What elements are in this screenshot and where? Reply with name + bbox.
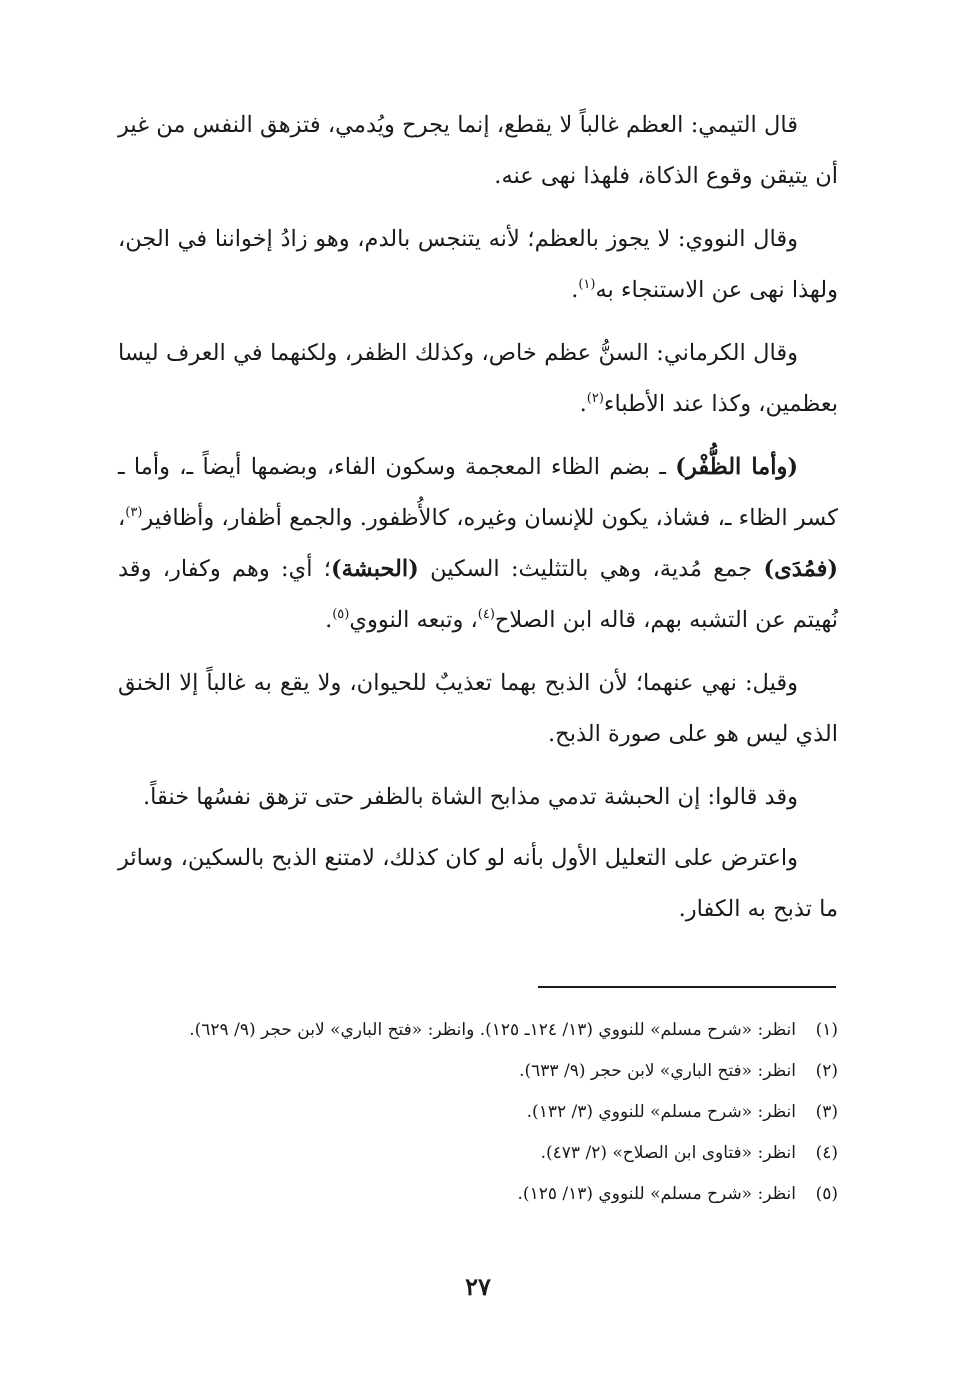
paragraph-text: واعترض على التعليل الأول بأنه لو كان كذلك، لامتنع الذبح بالسكين، وسائر ما تذبح به الكفار.: [118, 845, 838, 922]
bold-term: (وأما الظُّفْر): [675, 454, 798, 480]
paragraph-end: .: [579, 391, 587, 417]
footnotes: [118, 1010, 838, 1215]
footnote-ref[interactable]: (٢): [586, 391, 604, 406]
footnote-item: [118, 1092, 838, 1133]
footnote-number: (١): [815, 1020, 838, 1040]
footnote-text: انظر: «شرح مسلم» للنووي (٣/ ١٣٢).: [526, 1102, 796, 1122]
footnote-text: انظر: «شرح مسلم» للنووي (١٣/ ١٢٤ـ ١٢٥). وانظر: «فتح الباري» لابن حجر (٩/ ٦٢٩).: [189, 1020, 796, 1040]
footnote-ref[interactable]: (٥): [332, 607, 350, 622]
bold-term: (الحبشة): [330, 556, 419, 582]
main-text: [118, 100, 838, 947]
footnote-ref[interactable]: (٣): [125, 505, 143, 520]
footnote-number: (٤): [815, 1143, 838, 1163]
footnote-item: [118, 1133, 838, 1174]
paragraph-text: جمع مُدية، وهي بالتثليث: السكين: [418, 556, 764, 582]
paragraph-end: .: [325, 607, 333, 633]
paragraph-end: .: [571, 277, 579, 303]
footnote-ref[interactable]: (١): [578, 277, 596, 292]
paragraph-text: ،: [118, 505, 126, 531]
footnote-number: (٣): [815, 1102, 838, 1122]
paragraph-qad-qalu: [118, 772, 838, 823]
footnote-text: انظر: «فتاوى ابن الصلاح» (٢/ ٤٧٣).: [540, 1143, 796, 1163]
paragraph-text: وقال النووي: لا يجوز بالعظم؛ لأنه يتنجس بالدم، وهو زادُ إخواننا في الجن، ولهذا نهى عن الاستنجاء به: [118, 226, 838, 303]
paragraph-text: وقال الكرماني: السنُّ عظم خاص، وكذلك الظفر، ولكنهما في العرف ليسا بعظمين، وكذا عند الأطباء: [118, 340, 838, 417]
footnote-item: [118, 1010, 838, 1051]
footnote-item: [118, 1174, 838, 1215]
paragraph-qila: [118, 658, 838, 760]
page-number: ٢٧: [465, 1272, 491, 1301]
paragraph-text: قال التيمي: العظم غالباً لا يقطع، إنما يجرح ويُدمي، فتزهق النفس من غير أن يتيقن وقوع الذكاة، فلهذا نهى عنه.: [118, 112, 838, 189]
footnote-divider: [538, 986, 836, 988]
paragraph-text: وقيل: نهي عنهما؛ لأن الذبح بهما تعذيبٌ للحيوان، ولا يقع به غالباً إلا الخنق الذي ليس هو على صورة الذبح.: [118, 670, 838, 747]
footnote-text: انظر: «فتح الباري» لابن حجر (٩/ ٦٣٣).: [519, 1061, 796, 1081]
paragraph-alkirmani: [118, 328, 838, 430]
paragraph-text: ، وتبعه النووي: [349, 607, 478, 633]
footnote-item: [118, 1051, 838, 1092]
paragraph-altaymi: [118, 100, 838, 202]
paragraph-text: ؛ أي: وهم وكفار، وقد نُهيتم عن التشبه بهم، قاله ابن الصلاح: [118, 556, 838, 633]
footnote-text: انظر: «شرح مسلم» للنووي (١٣/ ١٢٥).: [517, 1184, 796, 1204]
paragraph-alzufr: [118, 442, 838, 646]
paragraph-itarada: [118, 833, 838, 935]
bold-term: (فمُدَى): [763, 556, 838, 582]
footnote-ref[interactable]: (٤): [477, 607, 495, 622]
paragraph-text: وقد قالوا: إن الحبشة تدمي مذابح الشاة بالظفر حتى تزهق نفسُها خنقاً.: [143, 784, 798, 810]
paragraph-text: ـ بضم الظاء المعجمة وسكون الفاء، وبضمها أيضاً ـ، وأما ـ كسر الظاء ـ، فشاذ، يكون للإنسان وغيره، كالأُظفور. والجمع أظفار، وأظافير: [118, 454, 838, 531]
footnote-number: (٢): [815, 1061, 838, 1081]
paragraph-alnawawi: [118, 214, 838, 316]
footnote-number: (٥): [815, 1184, 838, 1204]
